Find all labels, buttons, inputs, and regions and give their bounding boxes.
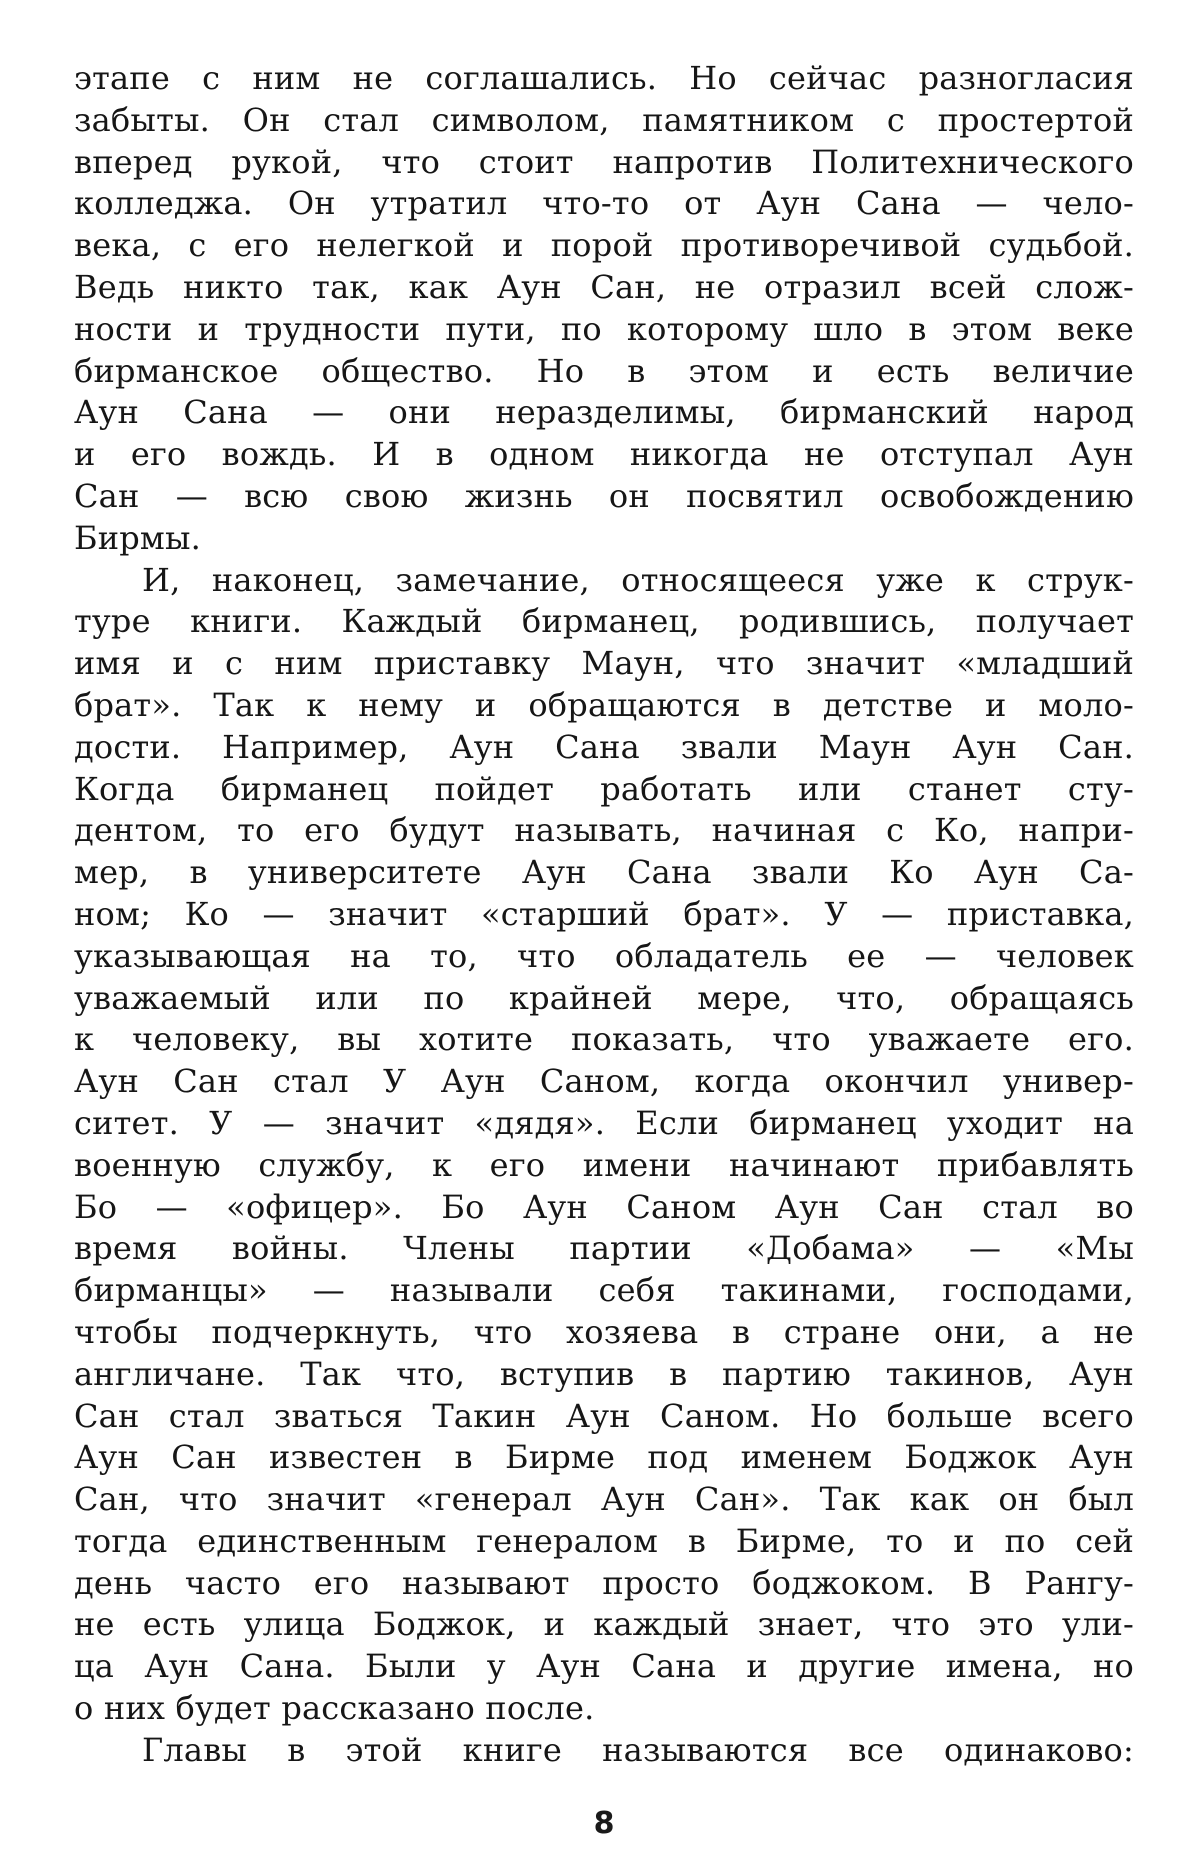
text-line: и его вождь. И в одном никогда не отступал Аун: [74, 435, 1134, 474]
text-line: дентом, то его будут называть, начиная с Ко, напри-: [74, 811, 1134, 850]
text-line: Сан — всю свою жизнь он посвятил освобождению: [74, 476, 1134, 515]
text-line: военную службу, к его имени начинают прибавлять: [74, 1145, 1134, 1184]
text-line: забыты. Он стал символом, памятником с простертой: [74, 100, 1134, 139]
text-line: уважаемый или по крайней мере, что, обращаясь: [74, 978, 1134, 1017]
text-line: время войны. Члены партии «Добама» — «Мы: [74, 1229, 1134, 1268]
text-line: чтобы подчеркнуть, что хозяева в стране они, а не: [74, 1312, 1134, 1351]
book-page: [74, 58, 1134, 1841]
text-line: Когда бирманец пойдет работать или станет сту-: [74, 769, 1134, 808]
paragraph-2: [74, 560, 1134, 1730]
text-line: Сан, что значит «генерал Аун Сан». Так как он был: [74, 1480, 1134, 1519]
text-line: ситет. У — значит «дядя». Если бирманец уходит на: [74, 1103, 1134, 1142]
text-line: день часто его называют просто боджоком. В Рангу-: [74, 1563, 1134, 1602]
text-line: бирманцы» — называли себя такинами, господами,: [74, 1271, 1134, 1310]
text-line: указывающая на то, что обладатель ее — человек: [74, 936, 1134, 975]
text-line: не есть улица Боджок, и каждый знает, что это ули-: [74, 1605, 1134, 1644]
text-line: Бирмы.: [74, 518, 202, 557]
text-line: тогда единственным генералом в Бирме, то и по сей: [74, 1521, 1134, 1560]
text-line: брат». Так к нему и обращаются в детстве и моло-: [74, 685, 1134, 724]
text-line: Бо — «офицер». Бо Аун Саном Аун Сан стал во: [74, 1187, 1134, 1226]
text-line: ном; Ко — значит «старший брат». У — приставка,: [74, 894, 1134, 933]
paragraph-3: [74, 1730, 1134, 1772]
text-line: И, наконец, замечание, относящееся уже к струк-: [142, 560, 1134, 599]
text-line: Аун Сан стал У Аун Саном, когда окончил универ-: [74, 1062, 1134, 1101]
text-line: имя и с ним приставку Маун, что значит «младший: [74, 644, 1134, 683]
text-line: вперед рукой, что стоит напротив Политехнического: [74, 142, 1134, 181]
text-line: колледжа. Он утратил что-то от Аун Сана — чело-: [74, 184, 1134, 223]
text-line: века, с его нелегкой и порой противоречивой судьбой.: [74, 226, 1134, 265]
text-line: этапе с ним не соглашались. Но сейчас разногласия: [74, 59, 1134, 97]
text-line: англичане. Так что, вступив в партию такинов, Аун: [74, 1354, 1134, 1393]
text-line: туре книги. Каждый бирманец, родившись, получает: [74, 602, 1134, 641]
text-line: Главы в этой книге называются все одинаково:: [142, 1730, 1134, 1769]
paragraph-1: [74, 58, 1134, 560]
text-line: Аун Сана — они неразделимы, бирманский народ: [74, 393, 1134, 432]
text-line: о них будет рассказано после.: [74, 1689, 595, 1728]
text-line: Ведь никто так, как Аун Сан, не отразил всей слож-: [74, 267, 1134, 306]
text-line: к человеку, вы хотите показать, что уважаете его.: [74, 1020, 1134, 1059]
text-line: мер, в университете Аун Сана звали Ко Аун Са-: [74, 853, 1134, 892]
text-line: ца Аун Сана. Были у Аун Сана и другие имена, но: [74, 1647, 1134, 1686]
page-text: [74, 58, 1134, 1772]
text-line: ности и трудности пути, по которому шло в этом веке: [74, 309, 1134, 348]
text-line: бирманское общество. Но в этом и есть величие: [74, 351, 1134, 390]
page-number: 8: [593, 1806, 615, 1841]
text-line: Сан стал зваться Такин Аун Саном. Но больше всего: [74, 1396, 1134, 1435]
text-line: дости. Например, Аун Сана звали Маун Аун Сан.: [74, 727, 1134, 766]
text-line: Аун Сан известен в Бирме под именем Боджок Аун: [74, 1438, 1134, 1477]
